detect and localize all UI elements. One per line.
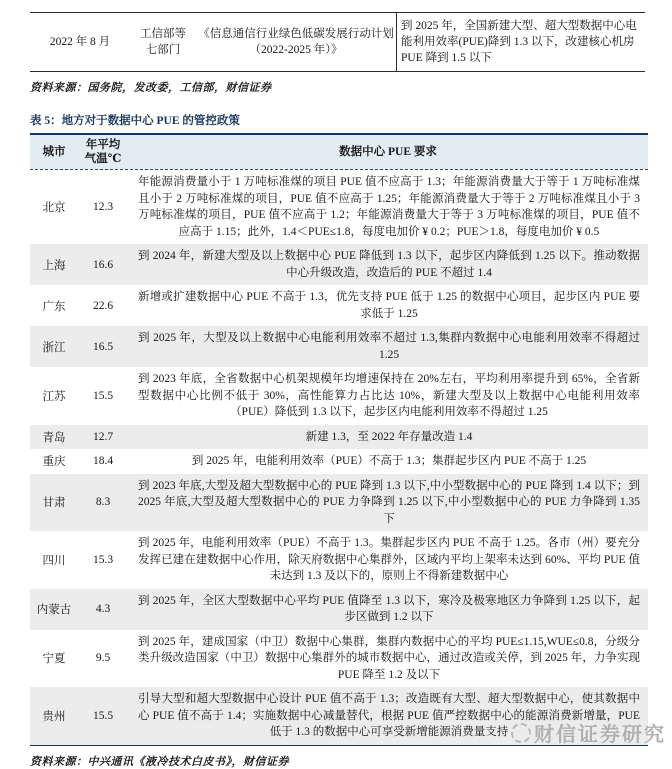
header-pue-requirement: 数据中心 PUE 要求	[339, 146, 437, 158]
table-row	[30, 425, 648, 450]
watermark-text: 财信证券研究	[534, 724, 666, 746]
policy-issuer-line2: 七部门	[145, 44, 181, 56]
brand-logo-icon	[511, 723, 531, 743]
city-cell: 广东	[42, 300, 66, 313]
pue-requirement-cell: 到 2023 年底,大型及超大型数据中心的 PUE 降到 1.3 以下,中小型数据中心的 PUE 降到 1.4 以下；到 2025 年底,大型及超大型数据中心的 PUE 力争降到 1.25 以下,中小型数据中心的 PUE 力争降到 1.35 下	[138, 479, 640, 525]
policy-title-line1: 《信息通信行业绿色低碳发展行动计划	[198, 28, 394, 40]
temperature-cell: 16.6	[92, 258, 114, 271]
table-row	[30, 367, 648, 425]
policy-issuer-line1: 工信部等	[140, 28, 186, 40]
table-row	[30, 531, 648, 589]
city-cell: 四川	[42, 554, 66, 567]
temperature-cell: 18.4	[92, 455, 114, 468]
temperature-cell: 12.7	[92, 430, 114, 443]
temperature-cell: 15.5	[92, 389, 114, 402]
table5-header	[30, 133, 648, 170]
city-cell: 内蒙古	[36, 604, 72, 616]
city-cell: 北京	[42, 202, 66, 214]
city-cell: 重庆	[42, 456, 66, 469]
pue-requirement-cell: 到 2024 年，新建大型及以上数据中心 PUE 降低到 1.3 以下，起步区内降低到 1.25 以下。推动数据中心升级改造，改造后的 PUE 不超过 1.4	[138, 250, 640, 279]
table-row	[30, 474, 648, 532]
city-cell: 青岛	[42, 431, 66, 444]
temperature-cell: 16.5	[92, 340, 114, 353]
source-note-bottom: 资料来源：中兴通讯《液冷技术白皮书》，财信证券	[30, 755, 289, 768]
policy-table-row	[30, 12, 645, 72]
table-row	[30, 285, 648, 326]
header-city: 城市	[42, 146, 66, 158]
temperature-cell: 22.6	[92, 299, 114, 312]
policy-content: 到 2025 年，全国新建大型、超大型数据中心电能利用效率(PUE)降到 1.3 以下，改建核心机房 PUE 降到 1.5 以下	[396, 13, 645, 71]
report-page	[0, 12, 672, 766]
table-row	[30, 449, 648, 474]
temperature-cell: 15.5	[92, 709, 114, 722]
table-row	[30, 170, 648, 244]
header-avg-temperature: 年平均 气温℃	[84, 139, 122, 165]
table5-title: 表 5：地方对于数据中心 PUE 的管控政策	[30, 115, 240, 127]
city-cell: 江苏	[42, 390, 66, 403]
city-cell: 贵州	[42, 710, 66, 723]
temperature-cell: 9.5	[95, 652, 111, 665]
pue-requirement-cell: 新增或扩建数据中心 PUE 不高于 1.3，优先支持 PUE 低于 1.25 的数据中心项目，起步区内 PUE 要求低于 1.25	[138, 291, 640, 320]
table-row	[30, 326, 648, 367]
table-row	[30, 630, 648, 688]
temperature-cell: 12.3	[92, 201, 114, 213]
watermark	[511, 718, 666, 747]
temperature-cell: 8.3	[95, 496, 111, 509]
pue-requirement-cell: 引导大型和超大型数据中心设计 PUE 值不高于 1.3；改造既有大型、超大型数据中心，使其数据中心 PUE 值不高于 1.4；实施数据中心减量替代，根据 PUE 值严控数据中心的能源消费新增量，PUE 低于 1.3 的数据中心可享受新增能源消费量支持	[138, 693, 640, 738]
table5	[30, 133, 648, 746]
pue-requirement-cell: 到 2025 年，大型及以上数据中心电能利用效率不超过 1.3,集群内数据中心电能利用效率不得超过 1.25	[138, 332, 640, 361]
pue-requirement-cell: 到 2025 年，电能利用效率（PUE）不高于 1.3。集群起步区内 PUE 不高于 1.25。各市（州）要充分发挥已建在建数据中心作用，除天府数据中心集群外，区域内平均上架率未达到 60%、平均 PUE 值未达到 1.3 及以下的，原则上不得新建数据中心	[138, 537, 640, 582]
pue-requirement-cell: 到 2025 年，电能利用效率（PUE）不高于 1.3；集群起步区内 PUE 不高于 1.25	[191, 455, 587, 467]
source-note-top: 资料来源：国务院，发改委，工信部，财信证券	[30, 82, 272, 94]
temperature-cell: 15.3	[92, 553, 114, 566]
city-cell: 浙江	[42, 341, 66, 354]
policy-issuer	[130, 21, 196, 63]
temperature-cell: 4.3	[95, 603, 111, 615]
table5-body	[30, 170, 648, 746]
city-cell: 甘肃	[42, 497, 66, 510]
city-cell: 上海	[42, 259, 66, 272]
policy-title	[196, 21, 396, 63]
table-row	[30, 589, 648, 630]
pue-requirement-cell: 到 2025 年，全区大型数据中心平均 PUE 值降至 1.3 以下，寒冷及极寒地区力争降到 1.25 以下，起步区做到 1.2 以下	[138, 594, 640, 623]
previous-policy-table	[30, 12, 645, 72]
policy-title-line2: （2022-2025 年）》	[249, 44, 343, 56]
pue-requirement-cell: 新建 1.3，至 2022 年存量改造 1.4	[305, 430, 473, 443]
table-row	[30, 244, 648, 285]
pue-requirement-cell: 到 2023 年底，全省数据中心机架规模年均增速保持在 20%左右，平均利用率提升到 65%，全省新型数据中心比例不低于 30%，高性能算力占比达 10%，新建大型及以上数据中心电能利用效率（PUE）降低到 1.3 以下，起步区内电能利用效率不得超过 1.25	[138, 373, 640, 418]
pue-requirement-cell: 到 2025 年，建成国家（中卫）数据中心集群，集群内数据中心的平均 PUE≤1.15,WUE≤0.8，分级分类升级改造国家（中卫）数据中心集群外的城市数据中心，通过改造或关停，到 2025 年，力争实现 PUE 降至 1.2 及以下	[138, 635, 640, 681]
city-cell: 宁夏	[42, 653, 66, 666]
pue-requirement-cell: 年能源消费量小于 1 万吨标准煤的项目 PUE 值不应高于 1.3；年能源消费量大于等于 1 万吨标准煤且小于 2 万吨标准煤的项目，PUE 值不应高于 1.25；年能源消费量大于等于 2 万吨标准煤且小于 3 万吨标准煤的项目，PUE 值不应高于 1.2；年能源消费量大于等于 3 万吨标准煤的项目，PUE 值不应高于 1.15；此外，1.4＜PUE≤1.8，每度电加价 ¥ 0.2；PUE＞1.8，每度电加价 ¥ 0.5	[138, 176, 640, 238]
policy-date: 2022 年 8 月	[49, 36, 111, 48]
